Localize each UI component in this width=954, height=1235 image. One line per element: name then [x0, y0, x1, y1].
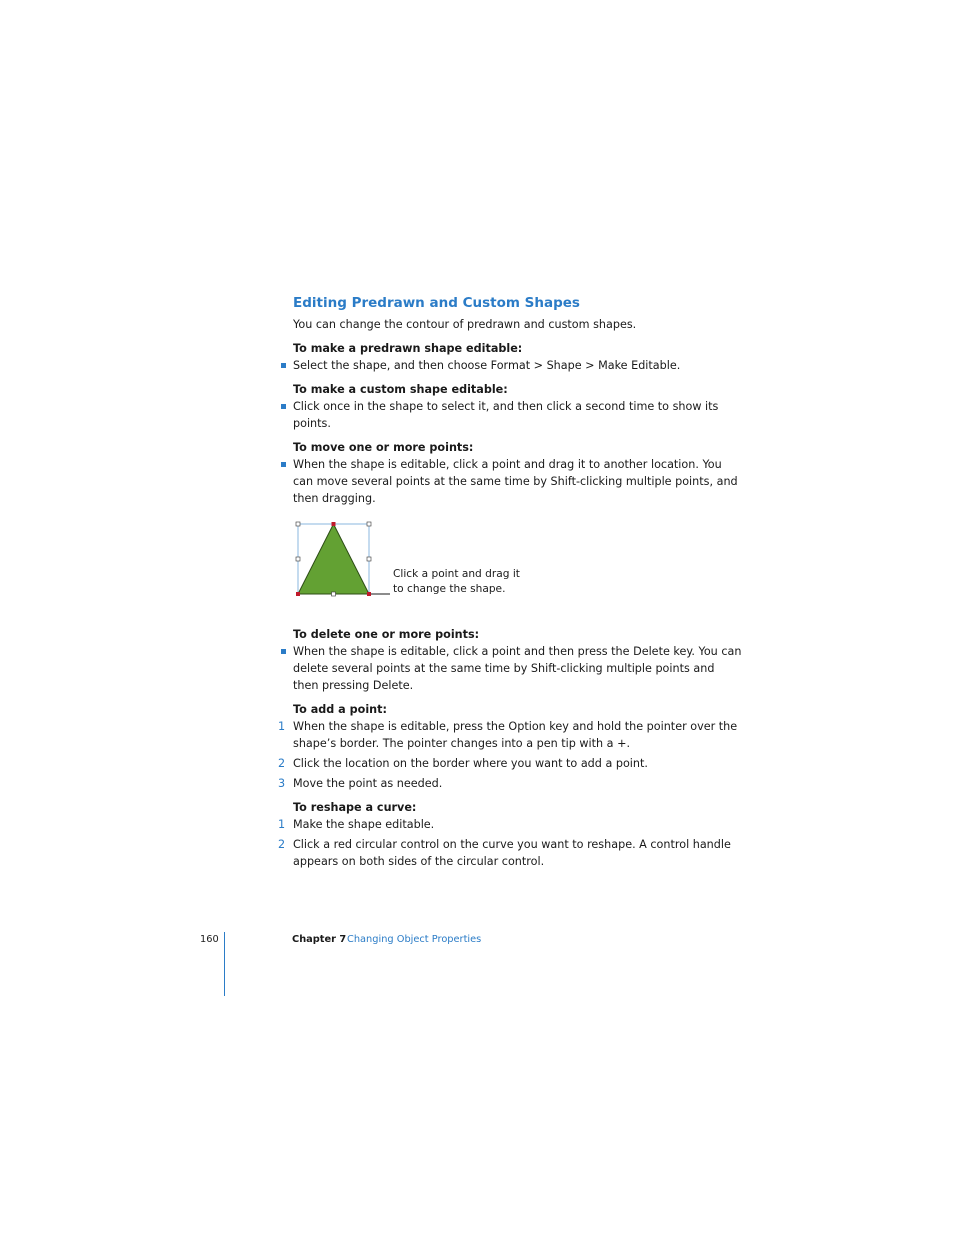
numbered-step	[278, 718, 743, 752]
step-number: 1	[278, 818, 286, 831]
triangle-figure	[293, 513, 743, 619]
step-number: 2	[278, 838, 286, 851]
task-heading-reshape: To reshape a curve:	[293, 801, 417, 814]
bullet-icon	[281, 404, 286, 409]
step-text: Move the point as needed.	[293, 777, 443, 790]
editable-triangle-illustration	[293, 513, 403, 603]
bullet-icon	[281, 363, 286, 368]
numbered-step	[278, 775, 743, 792]
list-item	[293, 456, 743, 507]
chapter-label: Chapter 7	[292, 934, 347, 945]
bullet-icon	[281, 462, 286, 467]
footer-divider	[224, 932, 225, 996]
step-number: 1	[278, 720, 286, 733]
bullet-icon	[281, 649, 286, 654]
task-heading-delete: To delete one or more points:	[293, 628, 480, 641]
page-content	[278, 294, 743, 870]
list-item-text: Click once in the shape to select it, and then click a second time to show its points.	[293, 400, 719, 430]
numbered-step	[278, 755, 743, 772]
step-number: 3	[278, 777, 286, 790]
chapter-title: Changing Object Properties	[347, 934, 482, 945]
list-item	[293, 643, 743, 694]
section-title: Editing Predrawn and Custom Shapes	[293, 295, 580, 311]
list-item-text: Select the shape, and then choose Format > Shape > Make Editable.	[293, 359, 681, 372]
list-item-text: When the shape is editable, click a point and then press the Delete key. You can delete several points at the same time by Shift-clicking multiple points and then pressing Delete.	[293, 645, 742, 692]
triangle-shape	[298, 524, 369, 594]
section-intro: You can change the contour of predrawn and custom shapes.	[293, 318, 637, 331]
caption-line: Click a point and drag it	[393, 568, 520, 580]
list-item	[293, 398, 743, 432]
figure-caption	[393, 567, 520, 597]
step-text: Click a red circular control on the curve you want to reshape. A control handle appears on both sides of the circular control.	[293, 838, 731, 868]
step-text: Make the shape editable.	[293, 818, 435, 831]
caption-line: to change the shape.	[393, 583, 506, 595]
numbered-step	[278, 816, 743, 833]
numbered-step	[278, 836, 743, 870]
step-text: When the shape is editable, press the Option key and hold the pointer over the shape’s border. The pointer changes into a pen tip with a +.	[293, 720, 738, 750]
task-heading-move: To move one or more points:	[293, 441, 474, 454]
list-item-text: When the shape is editable, click a point and drag it to another location. You can move several points at the same time by Shift-clicking multiple points, and then dragging.	[293, 458, 738, 505]
task-heading-custom: To make a custom shape editable:	[293, 383, 508, 396]
task-heading-predrawn: To make a predrawn shape editable:	[293, 342, 523, 355]
page-number: 160	[200, 934, 219, 945]
step-number: 2	[278, 757, 286, 770]
list-item	[293, 357, 743, 374]
task-heading-add: To add a point:	[293, 703, 387, 716]
step-text: Click the location on the border where you want to add a point.	[293, 757, 648, 770]
